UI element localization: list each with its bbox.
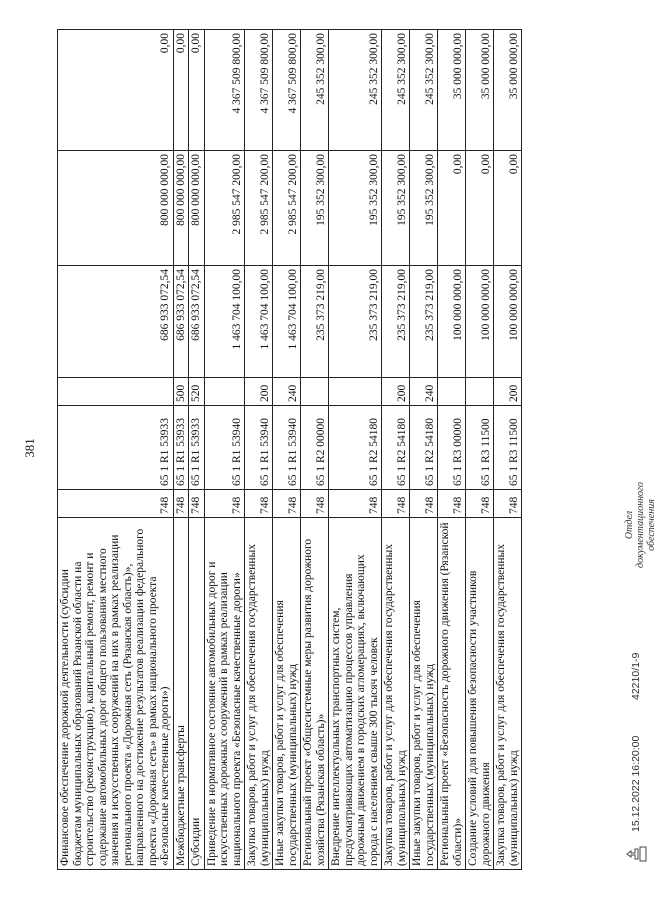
row-value-year1: 235 373 219,00 [329,266,382,378]
row-target-code: 65 1 R1 53940 [204,406,245,490]
row-gr-code: 748 [204,490,245,518]
row-value-year3: 4 367 509 800,00 [204,30,245,151]
row-value-year1: 235 373 219,00 [410,266,438,378]
row-description: Финансовое обеспечение дорожной деятельности (субсидии бюджетам муниципальных образований Рязанской области на строительство (реконструкцию), капитальный ремонт, ремонт и содержание автомобильных дорог общего пользования местного значения и искусственных сооружений на них в рамках реализации регионального проекта «Дорожная сеть (Рязанская область)», направленного на достижение результатов реализации федерального проекта «Дорожная сеть» в рамках национального проекта «Безопасные качественные дороги») [58,518,174,870]
footer-date: 15.12.2022 16:20:00 [630,735,642,832]
row-value-year1: 235 373 219,00 [301,266,329,378]
table-row [410,30,438,870]
row-value-year2: 2 985 547 200,00 [204,151,245,266]
row-vr-code: 520 [189,378,205,406]
row-value-year2: 800 000 000,00 [58,151,174,266]
budget-table-container [57,30,562,870]
row-target-code: 65 1 R1 53933 [173,406,189,490]
row-description: Иные закупки товаров, работ и услуг для обеспечения государственных (муниципальных) нужд [273,518,301,870]
row-gr-code: 748 [329,490,382,518]
row-target-code: 65 1 R2 54180 [329,406,382,490]
row-gr-code: 748 [466,490,494,518]
row-value-year3: 0,00 [173,30,189,151]
budget-table-body [58,30,522,870]
table-row [189,30,205,870]
page-number: 381 [21,438,37,458]
row-vr-code [301,378,329,406]
row-vr-code [466,378,494,406]
row-vr-code [438,378,466,406]
row-description: Закупка товаров, работ и услуг для обеспечения государственных (муниципальных) нужд [494,518,522,870]
row-description: Региональный проект «Безопасность дорожного движения (Рязанской области)» [438,518,466,870]
row-gr-code: 748 [189,490,205,518]
row-value-year2: 2 985 547 200,00 [245,151,273,266]
row-value-year1: 1 463 704 100,00 [273,266,301,378]
row-value-year3: 35 000 000,00 [494,30,522,151]
table-row [301,30,329,870]
table-row [173,30,189,870]
row-target-code: 65 1 R2 54180 [382,406,410,490]
row-gr-code: 748 [301,490,329,518]
row-value-year1: 1 463 704 100,00 [204,266,245,378]
row-target-code: 65 1 R3 11500 [494,406,522,490]
row-description: Региональный проект «Общесистемные меры развития дорожного хозяйства (Рязанская область)» [301,518,329,870]
row-target-code: 65 1 R3 11500 [466,406,494,490]
row-gr-code: 748 [273,490,301,518]
row-vr-code: 200 [382,378,410,406]
row-value-year3: 245 352 300,00 [382,30,410,151]
table-row [204,30,245,870]
row-gr-code: 748 [410,490,438,518]
table-row [438,30,466,870]
row-gr-code: 748 [173,490,189,518]
row-target-code: 65 1 R1 53940 [273,406,301,490]
row-description: Субсидии [189,518,205,870]
row-value-year2: 195 352 300,00 [410,151,438,266]
row-target-code: 65 1 R2 54180 [410,406,438,490]
row-vr-code: 240 [273,378,301,406]
row-gr-code: 748 [494,490,522,518]
budget-table [57,29,522,870]
row-value-year2: 2 985 547 200,00 [273,151,301,266]
table-row [494,30,522,870]
row-value-year2: 800 000 000,00 [189,151,205,266]
row-value-year2: 195 352 300,00 [382,151,410,266]
page-footer [622,30,662,870]
row-description: Приведение в нормативное состояние автомобильных дорог и искусственных дорожных сооружений в рамках реализации национального проекта «Безопасные качественные дороги» [204,518,245,870]
row-gr-code: 748 [382,490,410,518]
row-value-year1: 686 933 072,54 [58,266,174,378]
row-value-year1: 686 933 072,54 [189,266,205,378]
row-vr-code: 200 [494,378,522,406]
row-vr-code [58,378,174,406]
row-value-year2: 195 352 300,00 [301,151,329,266]
table-row [273,30,301,870]
table-row [245,30,273,870]
footer-department: Отдел документационного обеспечения [624,482,657,568]
row-gr-code: 748 [58,490,174,518]
row-value-year3: 0,00 [58,30,174,151]
row-vr-code [329,378,382,406]
row-vr-code: 200 [245,378,273,406]
row-target-code: 65 1 R3 00000 [438,406,466,490]
row-gr-code: 748 [438,490,466,518]
row-value-year2: 800 000 000,00 [173,151,189,266]
row-value-year3: 245 352 300,00 [301,30,329,151]
row-gr-code: 748 [245,490,273,518]
row-value-year2: 195 352 300,00 [329,151,382,266]
row-value-year1: 235 373 219,00 [382,266,410,378]
row-value-year2: 0,00 [466,151,494,266]
table-row [58,30,174,870]
row-value-year1: 1 463 704 100,00 [245,266,273,378]
table-row [382,30,410,870]
table-row [329,30,382,870]
row-vr-code: 500 [173,378,189,406]
row-vr-code: 240 [410,378,438,406]
row-value-year1: 686 933 072,54 [173,266,189,378]
row-value-year1: 100 000 000,00 [438,266,466,378]
row-description: Внедрение интеллектуальных транспортных систем, предусматривающих автоматизацию процессов управления дорожным движением в городских агломерациях, включающих города с населением свыше 300 тысяч человек [329,518,382,870]
row-value-year3: 35 000 000,00 [438,30,466,151]
footer-doc-code: 42210/1-9 [630,652,642,700]
row-value-year3: 245 352 300,00 [410,30,438,151]
row-description: Закупка товаров, работ и услуг для обеспечения государственных (муниципальных) нужд [245,518,273,870]
row-value-year3: 245 352 300,00 [329,30,382,151]
row-value-year3: 0,00 [189,30,205,151]
row-target-code: 65 1 R1 53933 [58,406,174,490]
row-value-year2: 0,00 [438,151,466,266]
row-vr-code [204,378,245,406]
row-value-year2: 0,00 [494,151,522,266]
row-value-year1: 100 000 000,00 [466,266,494,378]
row-value-year1: 100 000 000,00 [494,266,522,378]
row-target-code: 65 1 R1 53933 [189,406,205,490]
row-description: Создание условий для повышения безопасности участников дорожного движения [466,518,494,870]
row-description: Иные закупки товаров, работ и услуг для обеспечения государственных (муниципальных) нужд [410,518,438,870]
row-description: Закупка товаров, работ и услуг для обеспечения государственных (муниципальных) нужд [382,518,410,870]
row-value-year3: 4 367 509 800,00 [245,30,273,151]
row-description: Межбюджетные трансферты [173,518,189,870]
row-target-code: 65 1 R2 00000 [301,406,329,490]
row-value-year3: 4 367 509 800,00 [273,30,301,151]
row-target-code: 65 1 R1 53940 [245,406,273,490]
row-value-year3: 35 000 000,00 [466,30,494,151]
emblem-icon [626,844,648,864]
table-row [466,30,494,870]
